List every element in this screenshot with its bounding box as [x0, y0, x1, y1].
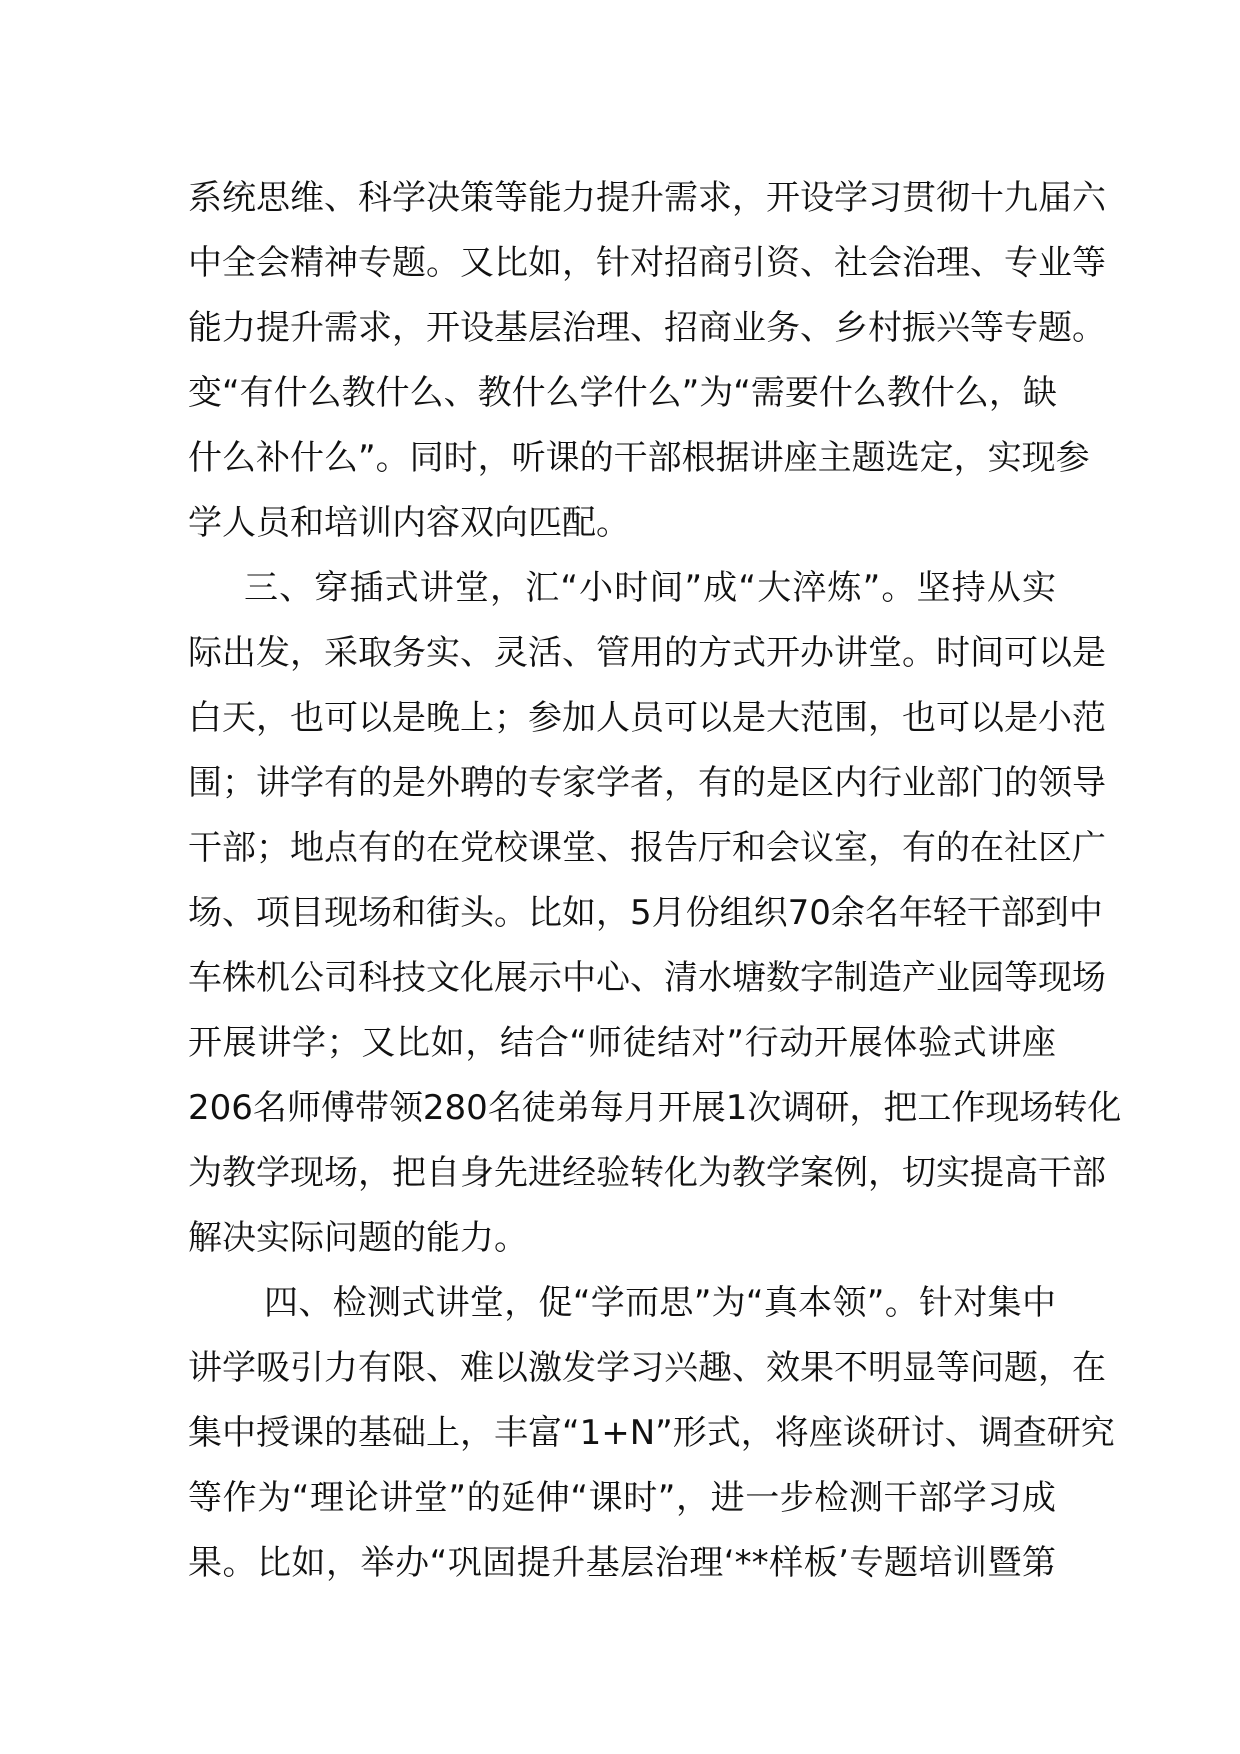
text-line: 学人员和培训内容双向匹配。 [188, 503, 630, 543]
text-line: 白天，也可以是晚上；参加人员可以是大范围，也可以是小范 [188, 698, 1106, 738]
text-line: 车株机公司科技文化展示中心、清水塘数字制造产业园等现场 [188, 958, 1106, 998]
text-line: 206名师傅带领280名徒弟每月开展1次调研，把工作现场转化 [188, 1088, 1122, 1128]
paragraph-1 [188, 166, 1106, 556]
text-line: 解决实际问题的能力。 [188, 1218, 528, 1258]
text-line: 讲学吸引力有限、难以激发学习兴趣、效果不明显等问题，在 [188, 1348, 1106, 1388]
text-line: 为教学现场，把自身先进经验转化为教学案例，切实提高干部 [188, 1153, 1106, 1193]
text-line: 干部；地点有的在党校课堂、报告厅和会议室，有的在社区广 [188, 828, 1106, 868]
text-line: 际出发，采取务实、灵活、管用的方式开办讲堂。时间可以是 [188, 633, 1106, 673]
text-line: 系统思维、科学决策等能力提升需求，开设学习贯彻十九届六 [188, 178, 1106, 218]
text-line: 开展讲学；又比如，结合“师徒结对”行动开展体验式讲座 [188, 1023, 1056, 1063]
text-line: 变“有什么教什么、教什么学什么”为“需要什么教什么，缺 [188, 373, 1057, 413]
text-line: 场、项目现场和街头。比如，5月份组织70余名年轻干部到中 [188, 893, 1103, 933]
text-line: 果。比如，举办“巩固提升基层治理‘**样板’专题培训暨第 [188, 1543, 1056, 1583]
document-body [188, 166, 1122, 1596]
text-line: 能力提升需求，开设基层治理、招商业务、乡村振兴等专题。 [188, 308, 1106, 348]
section-heading-line: 三、穿插式讲堂，汇“小时间”成“大淬炼”。坚持从实 [244, 568, 1056, 608]
paragraph-3 [188, 1271, 1115, 1596]
section-heading-line: 四、检测式讲堂，促“学而思”为“真本领”。针对集中 [264, 1283, 1056, 1323]
text-line: 中全会精神专题。又比如，针对招商引资、社会治理、专业等 [188, 243, 1106, 283]
text-line: 集中授课的基础上，丰富“1+N”形式，将座谈研讨、调查研究 [188, 1413, 1115, 1453]
text-line: 什么补什么”。同时，听课的干部根据讲座主题选定，实现参 [188, 438, 1090, 478]
text-line: 围；讲学有的是外聘的专家学者，有的是区内行业部门的领导 [188, 763, 1106, 803]
text-line: 等作为“理论讲堂”的延伸“课时”，进一步检测干部学习成 [188, 1478, 1056, 1518]
paragraph-2 [188, 556, 1122, 1271]
